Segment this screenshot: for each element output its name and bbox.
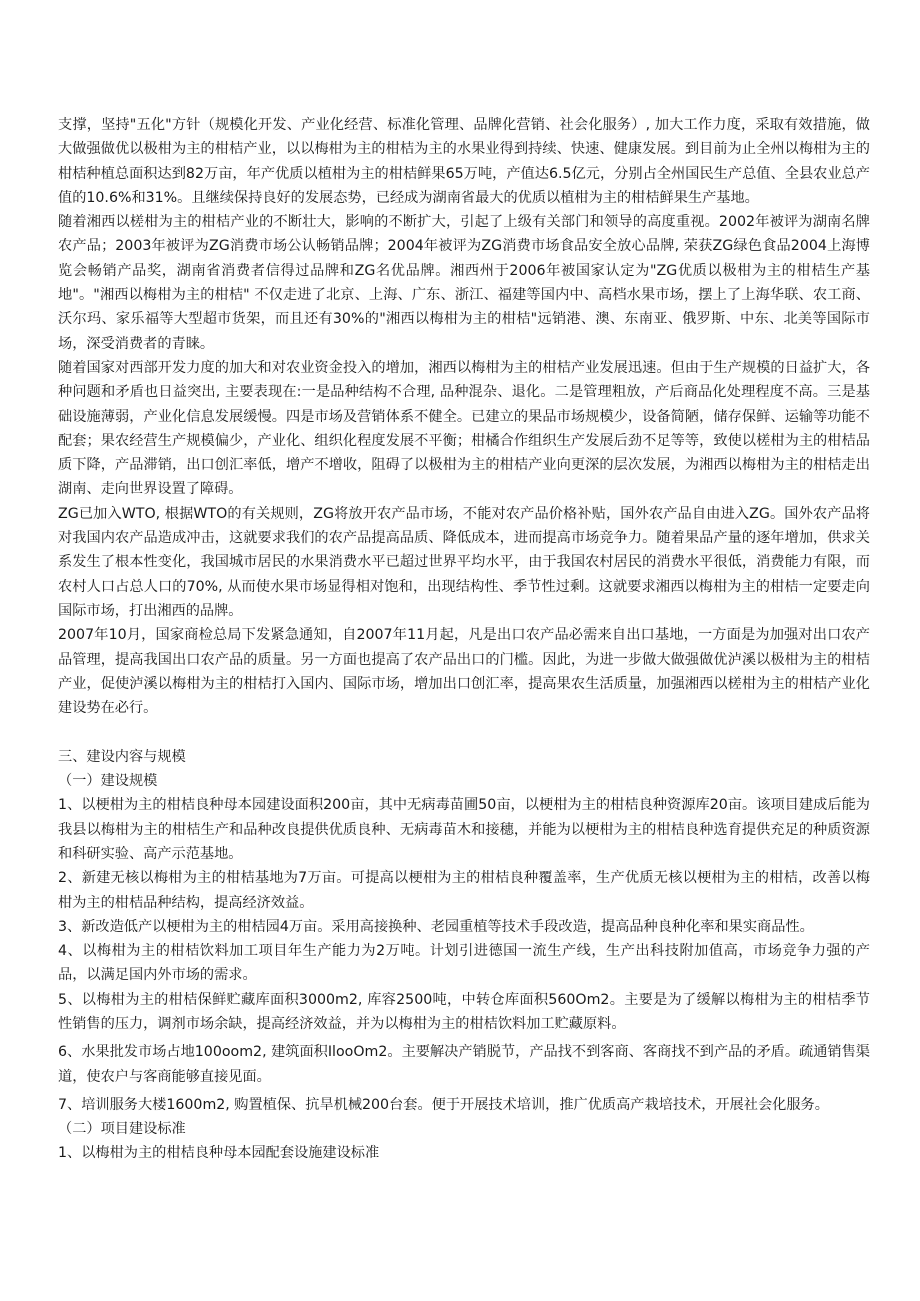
paragraph-3: 随着国家对西部开发力度的加大和对农业资金投入的增加，湘西以梅柑为主的柑桔产业发展迅速。但由于生产规模的日益扩大，各种问题和矛盾也日益突出, 主要表现在:一是品种结构不合理, 品种混杂、退化。二是管理粗放，产后商品化处理程度不高。三是基础设施薄弱，产业化信息发展缓慢。四是市场及营销体系不健全。已建立的果品市场规模少，设备简陋，储存保鲜、运输等功能不配套；果农经营生产规模偏少，产业化、组织化程度发展不平衡；柑橘合作组织生产发展后劲不足等等，致使以槎柑为主的柑桔品质下降，产品滞销，出口创汇率低，增产不增收，阻碍了以极柑为主的柑桔产业向更深的层次发展，为湘西以梅柑为主的柑桔走出湖南、走向世界设置了障碍。	[58, 359, 870, 498]
subsection-heading-scale: （一）建设规模	[58, 773, 158, 790]
paragraph-5: 2007年10月，国家商检总局下发紧急通知，自2007年11月起，凡是出口农产品必需来自出口基地，一方面是为加强对出口农产品管理，提高我国出口农产品的质量。另一方面也提高了农产品出口的门槛。因此，为进一步做大做强做优泸溪以极柑为主的柑桔产业，促使泸溪以梅柑为主的柑桔打入国内、国际市场，增加出口创汇率，提高果农生活质量，加强湘西以槎柑为主的柑桔产业化建设势在必行。	[58, 627, 870, 717]
section-heading: 三、建设内容与规模	[58, 748, 186, 765]
list-item: 7、培训服务大楼1600m2, 购置植保、抗旱机械200台套。便于开展技术培训，推广优质高产栽培技术，开展社会化服务。	[58, 1096, 829, 1113]
list-item: 3、新改造低产以梗柑为主的柑桔园4万亩。采用高接换种、老园重植等技术手段改造，提高品种良种化率和果实商品性。	[58, 918, 814, 935]
list-item: 1、以梅柑为主的柑桔良种母本园配套设施建设标准	[58, 1145, 380, 1162]
list-item: 6、水果批发市场占地100oom2, 建筑面积IlooOm2。主要解决产销脱节，产品找不到客商、客商找不到产品的矛盾。疏通销售渠道，使农户与客商能够直接见面。	[58, 1044, 870, 1085]
subsection-heading-standard: （二）项目建设标准	[58, 1121, 186, 1138]
list-item: 1、以梗柑为主的柑桔良种母本园建设面积200亩，其中无病毒苗圃50亩，以梗柑为主的柑桔良种资源库20亩。该项目建成后能为我县以梅柑为主的柑桔生产和品种改良提供优质良种、无病毒苗木和接穗，并能为以梗柑为主的柑桔良种选育提供充足的种质资源和科研实验、高产示范基地。	[58, 797, 870, 862]
paragraph-1: 支撑，坚持"五化"方针（规模化开发、产业化经营、标准化管理、品牌化营销、社会化服务）, 加大工作力度，采取有效措施，做大做强做优以极柑为主的柑桔产业，以以梅柑为主的柑桔为主的水果业得到持续、快速、健康发展。到目前为止全州以梅柑为主的柑桔种植总面积达到82万亩，年产优质以植柑为主的柑桔鲜果65万吨，产值达6.5亿元，分别占全州国民生产总值、全县农业总产值的10.6%和31%。且继续保持良好的发展态势，已经成为湖南省最大的优质以植柑为主的柑桔鲜果生产基地。	[58, 117, 870, 206]
list-item: 5、以梅柑为主的柑桔保鲜贮藏库面积3000m2, 库容2500吨，中转仓库面积560Om2。主要是为了缓解以梅柑为主的柑桔季节性销售的压力，调剂市场余缺，提高经济效益，并为以梅柑为主的柑桔饮料加工贮藏原料。	[58, 991, 870, 1032]
list-item: 2、新建无核以梅柑为主的柑桔基地为7万亩。可提高以梗柑为主的柑桔良种覆盖率，生产优质无核以梗柑为主的柑桔，改善以梅柑为主的柑桔品种结构，提高经济效益。	[58, 870, 870, 911]
document-page	[58, 113, 870, 1166]
list-item: 4、以梅柑为主的柑桔饮料加工项目年生产能力为2万吨。计划引进德国一流生产线，生产出科技附加值高，市场竞争力强的产品，以满足国内外市场的需求。	[58, 943, 870, 984]
blank-line	[58, 720, 870, 744]
paragraph-2: 随着湘西以槎柑为主的柑桔产业的不断壮大，影响的不断扩大，引起了上级有关部门和领导的高度重视。2002年被评为湖南名牌农产品；2003年被评为ZG消费市场公认畅销品牌；2004年被评为ZG消费市场食品安全放心品牌, 荣获ZG绿色食品2004上海博览会畅销产品奖，湖南省消费者信得过品牌和ZG名优品牌。湘西州于2006年被国家认定为"ZG优质以极柑为主的柑桔生产基地"。"湘西以梅柑为主的柑桔" 不仅走进了北京、上海、广东、浙江、福建等国内中、高档水果市场，摆上了上海华联、农工商、沃尔玛、家乐福等大型超市货架，而且还有30%的"湘西以梅柑为主的柑桔"远销港、澳、东南亚、俄罗斯、中东、北美等国际市场，深受消费者的青睐。	[58, 214, 870, 352]
paragraph-4: ZG已加入WTO, 根据WTO的有关规则，ZG将放开农产品市场，不能对农产品价格补贴，国外农产品自由进入ZG。国外农产品将对我国内农产品造成冲击，这就要求我们的农产品提高品质、降低成本，进而提高市场竞争力。随着果品产量的逐年增加，供求关系发生了根本性变化，我国城市居民的水果消费水平已超过世界平均水平，由于我国农村居民的消费水平很低，消费能力有限，而农村人口占总人口的70%, 从而使水果市场显得相对饱和，出现结构性、季节性过剩。这就要求湘西以梅柑为主的柑桔一定要走向国际市场，打出湘西的品牌。	[58, 505, 870, 619]
